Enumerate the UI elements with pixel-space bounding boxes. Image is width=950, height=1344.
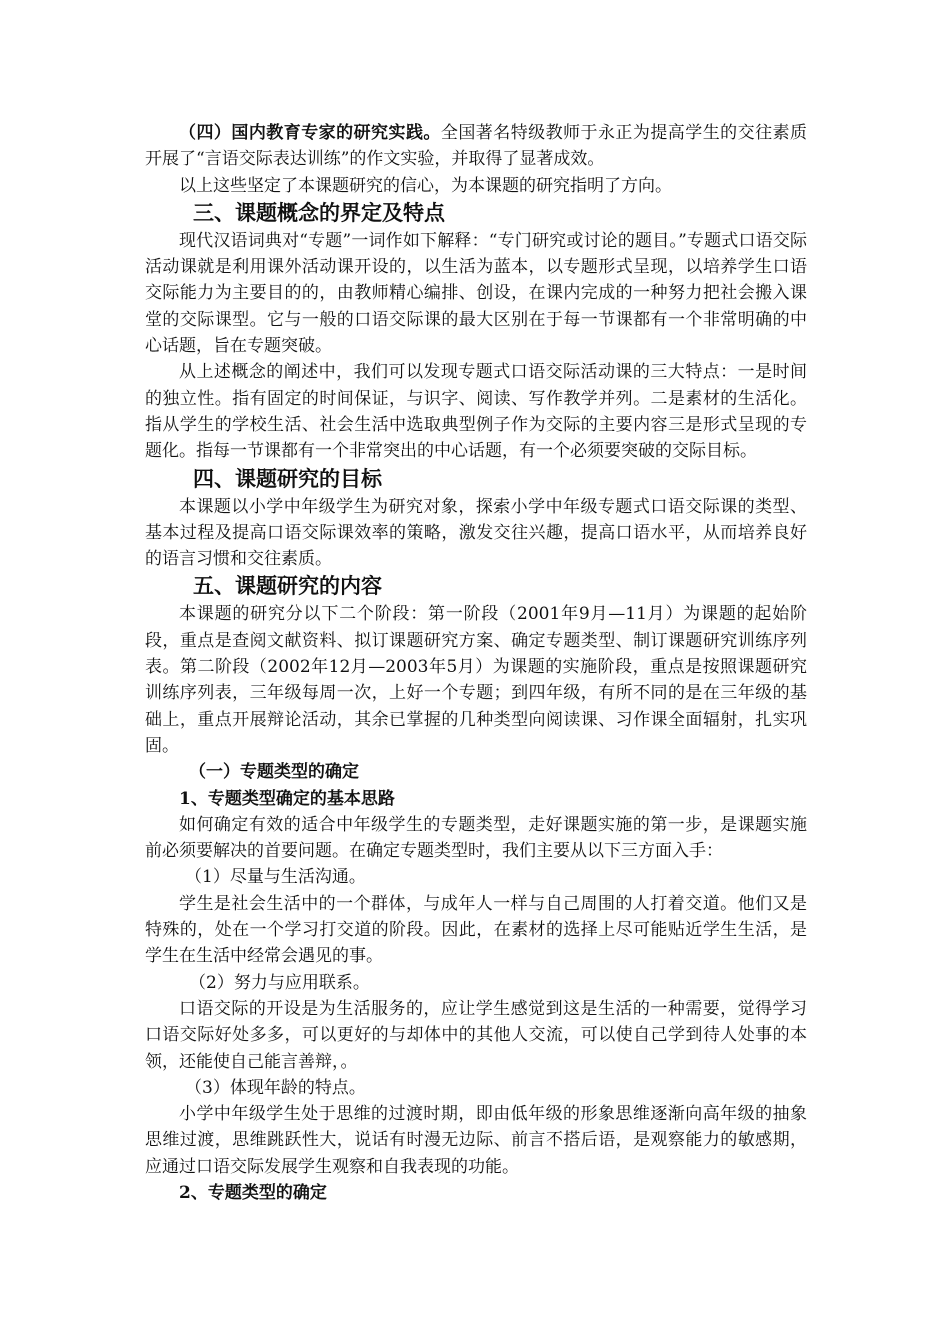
paragraph-confidence: 以上这些坚定了本课题研究的信心，为本课题的研究指明了方向。: [179, 175, 672, 196]
paragraph-age: 小学中年级学生处于思维的过渡时期，即由低年级的形象思维逐渐向高年级的抽象思维过渡，思维跳跃性大，说话有时漫无边际、前言不搭后语，是观察能力的敏感期，应通过口语交际发展学生观察和自我表现的功能。: [145, 1104, 807, 1177]
subheading-basic-idea: 1、专题类型确定的基本思路: [179, 788, 395, 809]
subheading-type-determination: （一）专题类型的确定: [189, 762, 359, 783]
subheading-type-confirm: 2、专题类型的确定: [179, 1182, 327, 1203]
paragraph-domestic-experts: [145, 120, 807, 173]
paragraph-stages: 本课题的研究分以下二个阶段：第一阶段（2001年9月—11月）为课题的起始阶段，重点是查阅文献资料、拟订课题研究方案、确定专题类型、制订课题研究训练序列表。第二阶段（2002年12月—2003年5月）为课题的实施阶段，重点是按照课题研究训练序列表，三年级每周一次，上好一个专题；到四年级，有所不同的是在三年级的基础上，重点开展辩论活动，其余已掌握的几种类型向阅读课、习作课全面辐射，扎实巩固。: [145, 604, 807, 756]
section-heading-3: 三、课题概念的界定及特点: [193, 200, 445, 225]
section-heading-5: 五、课题研究的内容: [193, 574, 382, 599]
paragraph-features: 从上述概念的阐述中，我们可以发现专题式口语交际活动课的三大特点：一是时间的独立性。指有固定的时间保证，与识字、阅读、写作教学并列。二是素材的生活化。指从学生的学校生活、社会生活中选取典型例子作为交际的主要内容三是形式呈现的专题化。指每一节课都有一个非常突出的中心话题，有一个必须要突破的交际目标。: [145, 362, 807, 462]
paragraph-application: 口语交际的开设是为生活服务的，应让学生感觉到这是生活的一种需要，觉得学习口语交际好处多多，可以更好的与却体中的其他人交流，可以使自己学到待人处事的本领，还能使自己能言善辩，。: [145, 998, 807, 1072]
paragraph-goals: 本课题以小学中年级学生为研究对象，探索小学中年级专题式口语交际课的类型、基本过程及提高口语交际课效率的策略，激发交往兴趣，提高口语水平，从而培养良好的语言习惯和交往素质。: [145, 496, 807, 570]
paragraph-definition: 现代汉语词典对“专题”一词作如下解释：“专门研究或讨论的题目。”专题式口语交际活动课就是利用课外活动课开设的，以生活为蓝本，以专题形式呈现，以培养学生口语交际能力为主要目的的，由教师精心编排、创设，在课内完成的一种努力把社会搬入课堂的交际课型。它与一般的口语交际课的最大区别在于每一节课都有一个非常明确的中心话题，旨在专题突破。: [145, 230, 807, 357]
paragraph-lead-bold: （四）国内教育专家的研究实践。: [179, 123, 441, 143]
paragraph-text: 全国著名特级教师于永正为提高学生的交往素质开展了“言语交际表达训练”的作文实验，并取得了显著成效。: [145, 123, 808, 170]
section-heading-4: 四、课题研究的目标: [193, 466, 382, 491]
paragraph-how-to-determine: 如何确定有效的适合中年级学生的专题类型，走好课题实施的第一步，是课题实施前必须要解决的首要问题。在确定专题类型时，我们主要从以下三方面入手：: [145, 814, 807, 862]
list-item-2: （2）努力与应用联系。: [189, 972, 370, 993]
paragraph-life: 学生是社会生活中的一个群体，与成年人一样与自己周围的人打着交道。他们又是特殊的，处在一个学习打交道的阶段。因此，在素材的选择上尽可能贴近学生生活，是学生在生活中经常会遇见的事。: [145, 893, 807, 967]
list-item-3: （3）体现年龄的特点。: [185, 1077, 366, 1098]
list-item-1: （1）尽量与生活沟通。: [185, 867, 366, 888]
document-page: [145, 120, 807, 1206]
